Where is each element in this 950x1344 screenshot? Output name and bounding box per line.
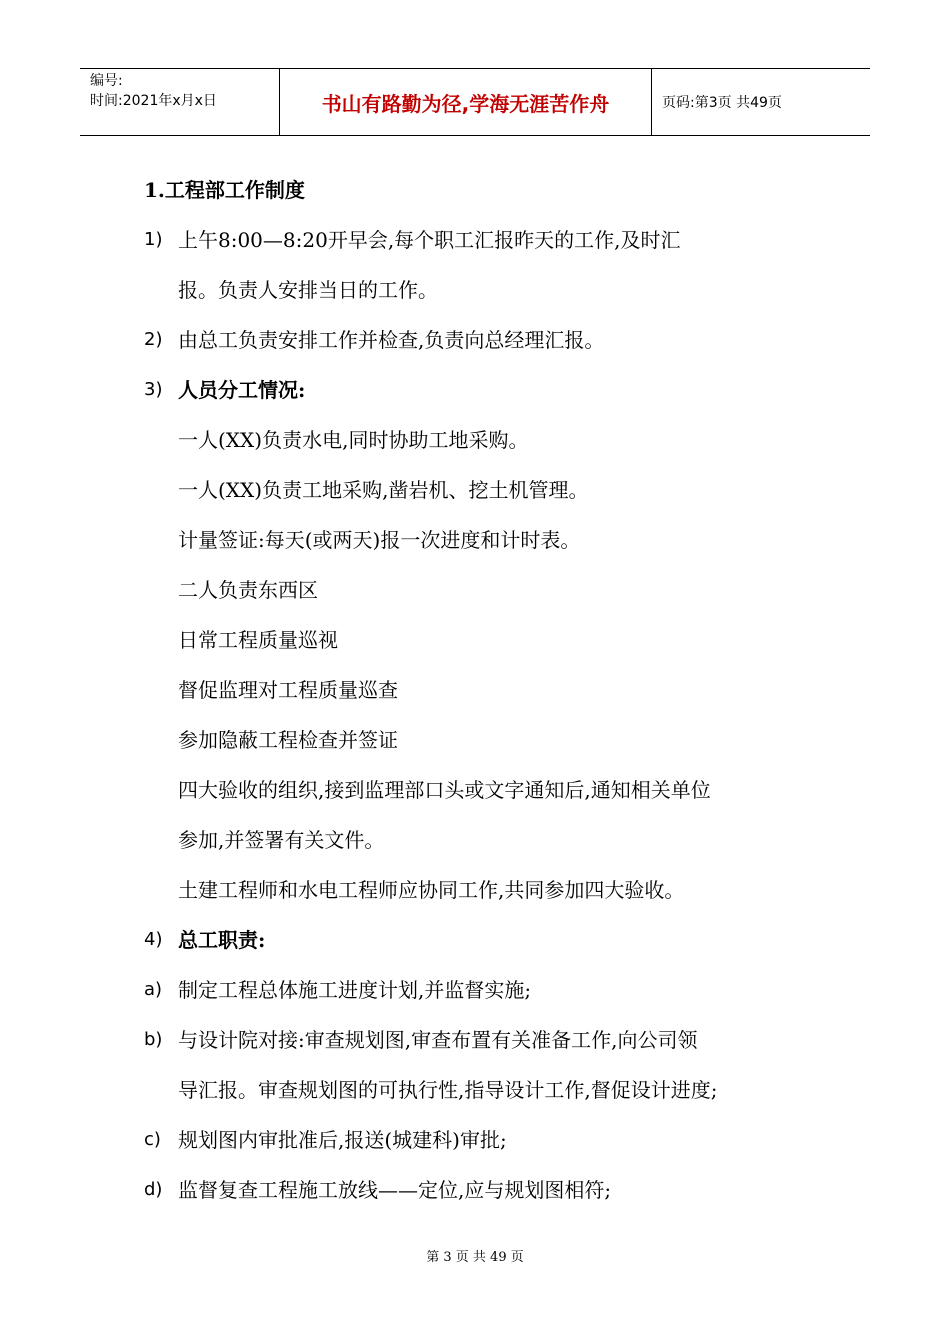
page-header — [80, 68, 870, 136]
text-line — [144, 1165, 824, 1215]
line-text: 四大验收的组织,接到监理部口头或文字通知后,通知相关单位 — [178, 778, 711, 802]
text-line — [144, 1015, 824, 1065]
list-marker: c) — [144, 1129, 161, 1150]
text-line — [144, 765, 824, 815]
page-footer: 第 3 页 共 49 页 — [426, 1250, 524, 1265]
header-page-info: 页码:第3页 共49页 — [662, 95, 782, 111]
list-marker: 4) — [144, 929, 163, 950]
text-line — [144, 515, 824, 565]
line-text: 制定工程总体施工进度计划,并监督实施; — [178, 978, 532, 1002]
line-text: 土建工程师和水电工程师应协同工作,共同参加四大验收。 — [178, 878, 685, 902]
line-text: 上午8:00—8:20开早会,每个职工汇报昨天的工作,及时汇 — [178, 228, 681, 252]
text-line — [144, 1065, 824, 1115]
code-label: 编号: — [90, 73, 123, 89]
text-line — [144, 265, 824, 315]
line-text: 监督复查工程施工放线——定位,应与规划图相符; — [178, 1178, 612, 1202]
list-marker — [144, 815, 178, 865]
list-marker — [144, 665, 178, 715]
text-line — [144, 415, 824, 465]
section-title: 1.工程部工作制度 — [144, 178, 305, 202]
text-line — [144, 665, 824, 715]
list-marker: b) — [144, 1029, 163, 1050]
text-line — [144, 915, 824, 965]
line-text: 由总工负责安排工作并检查,负责向总经理汇报。 — [178, 328, 605, 352]
line-text: 一人(XX)负责工地采购,凿岩机、挖土机管理。 — [178, 478, 589, 502]
line-text: 人员分工情况: — [178, 378, 306, 402]
list-marker — [144, 715, 178, 765]
document-body — [144, 165, 824, 1215]
list-marker — [144, 565, 178, 615]
text-line — [144, 1115, 824, 1165]
list-marker — [144, 865, 178, 915]
list-marker — [144, 615, 178, 665]
paragraph-list — [144, 215, 824, 1215]
list-marker: 2) — [144, 329, 163, 350]
line-text: 二人负责东西区 — [178, 578, 318, 602]
line-text: 规划图内审批准后,报送(城建科)审批; — [178, 1128, 507, 1152]
list-marker: 1) — [144, 229, 163, 250]
list-marker — [144, 415, 178, 465]
list-marker: 3) — [144, 379, 163, 400]
line-text: 总工职责: — [178, 928, 266, 952]
text-line — [144, 965, 824, 1015]
line-text: 与设计院对接:审查规划图,审查布置有关准备工作,向公司领 — [178, 1028, 698, 1052]
list-marker: a) — [144, 979, 163, 1000]
line-text: 报。负责人安排当日的工作。 — [178, 278, 438, 302]
line-text: 导汇报。审查规划图的可执行性,指导设计工作,督促设计进度; — [178, 1078, 718, 1102]
text-line — [144, 615, 824, 665]
list-marker — [144, 265, 178, 315]
list-marker — [144, 1065, 178, 1115]
text-line — [144, 215, 824, 265]
line-text: 参加隐蔽工程检查并签证 — [178, 728, 398, 752]
header-meta — [80, 69, 280, 135]
line-text: 计量签证:每天(或两天)报一次进度和计时表。 — [178, 528, 581, 552]
list-marker — [144, 515, 178, 565]
text-line — [144, 865, 824, 915]
text-line — [144, 715, 824, 765]
list-marker — [144, 765, 178, 815]
line-text: 一人(XX)负责水电,同时协助工地采购。 — [178, 428, 529, 452]
line-text: 督促监理对工程质量巡查 — [178, 678, 398, 702]
date-label: 时间:2021年x月x日 — [90, 93, 217, 109]
list-marker — [144, 465, 178, 515]
line-text: 参加,并签署有关文件。 — [178, 828, 385, 852]
list-marker: d) — [144, 1179, 163, 1200]
text-line — [144, 465, 824, 515]
line-text: 日常工程质量巡视 — [178, 628, 338, 652]
header-motto: 书山有路勤为径,学海无涯苦作舟 — [280, 69, 652, 135]
text-line — [144, 565, 824, 615]
text-line — [144, 365, 824, 415]
text-line — [144, 815, 824, 865]
text-line — [144, 315, 824, 365]
